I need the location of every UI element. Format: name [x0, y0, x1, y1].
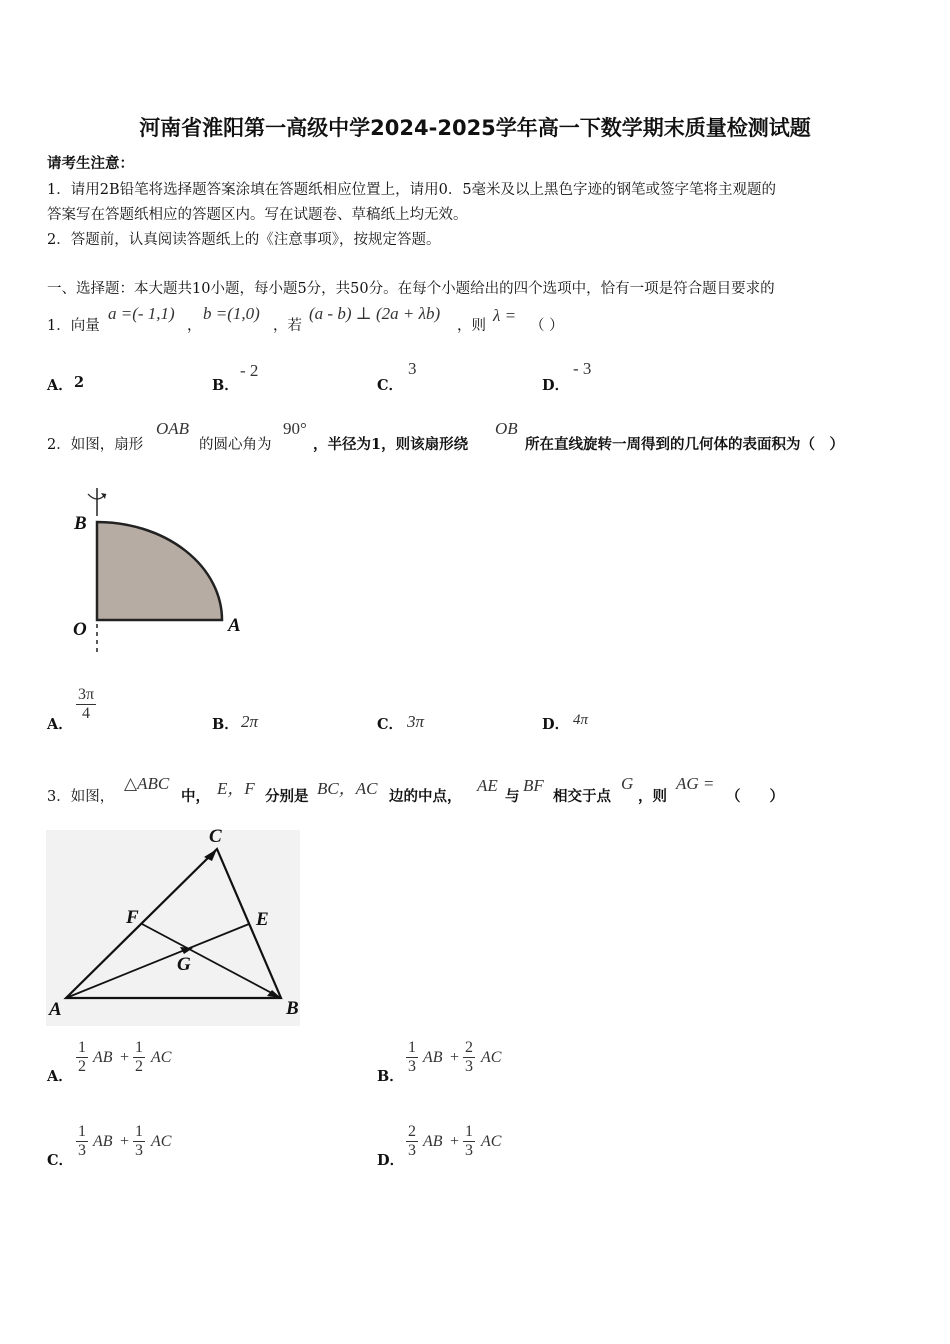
numerator: 1: [78, 1039, 86, 1056]
q3-option-d-vector-2: AC: [481, 1133, 502, 1150]
q3-math-ae: AE: [477, 776, 498, 795]
q3-option-a-plus: +: [120, 1049, 130, 1066]
q3-option-b-frac-2: [463, 1039, 475, 1076]
notice-line-3: 2．答题前，认真阅读答题纸上的《注意事项》，按规定答题。: [47, 232, 441, 248]
q1-stem: [47, 314, 100, 335]
q3-math-points: E，F: [217, 779, 255, 798]
q2-text-1: 如图，扇形: [70, 437, 144, 453]
q2-text-3: ，半径为1，则该扇形绕: [313, 436, 469, 453]
q1-option-d-value: - 3: [573, 359, 592, 378]
denominator: 3: [408, 1142, 416, 1159]
point-g-label: G: [177, 954, 191, 975]
q3-text-6: 相交于点: [553, 788, 611, 805]
q3-number: 3．: [47, 789, 71, 805]
q3-option-a-frac-2: [133, 1039, 145, 1076]
q2-stem: [47, 433, 143, 454]
q3-option-c-frac-1: [76, 1123, 88, 1160]
q3-option-d-frac-2: [463, 1123, 475, 1160]
numerator: 2: [465, 1039, 473, 1056]
q3-math-triangle: △ABC: [124, 774, 170, 793]
q3-option-c-vector-1: AB: [93, 1133, 113, 1150]
notice-heading: 请考生注意：: [47, 155, 134, 172]
q3-text-3: 分别是: [265, 788, 309, 805]
q3-option-d-frac-1: [406, 1123, 418, 1160]
q3-triangle-figure: [46, 822, 304, 1027]
q3-option-c-label: C．: [47, 1152, 74, 1169]
sector-shape: [97, 522, 222, 620]
q3-text-1: 如图，: [70, 789, 115, 805]
q3-option-c-vector-2: AC: [151, 1133, 172, 1150]
point-c-label: C: [209, 826, 222, 847]
denominator: 3: [135, 1142, 143, 1159]
q3-text-7: ，则: [638, 788, 667, 805]
q2-text-4: 所在直线旋转一周得到的几何体的表面积为（ ）: [525, 436, 844, 453]
q1-option-b-label: B．: [212, 377, 239, 394]
notice-line-2: 答案写在答题纸相应的答题区内。写在试题卷、草稿纸上均无效。: [47, 207, 468, 223]
q1-math-condition: (a - b) ⊥ (2a + λb): [309, 304, 441, 323]
denominator: 3: [78, 1142, 86, 1159]
q3-math-sides: BC，AC: [317, 779, 378, 798]
q2-option-b-value: 2π: [241, 712, 259, 731]
numerator: 1: [78, 1123, 86, 1140]
denominator: 2: [135, 1058, 143, 1075]
q1-option-a-label: A．: [47, 377, 73, 394]
denominator: 3: [465, 1058, 473, 1075]
q3-math-bf: BF: [523, 776, 544, 795]
point-o-label: O: [73, 619, 87, 640]
q2-number: 2．: [47, 437, 71, 453]
q3-text-2: 中，: [181, 788, 210, 805]
denominator: 3: [408, 1058, 416, 1075]
q3-option-a-vector-1: AB: [93, 1049, 113, 1066]
denominator: 2: [78, 1058, 86, 1075]
numerator: 2: [408, 1123, 416, 1140]
q1-math-lambda: λ =: [493, 306, 517, 325]
q1-text-5: （ ）: [530, 318, 564, 334]
q1-text-3: ，若: [273, 318, 302, 334]
q2-math-angle: 90°: [283, 419, 307, 438]
denominator: 3: [465, 1142, 473, 1159]
q3-option-d-label: D．: [377, 1152, 405, 1169]
notice-line-1: 1．请用2B铅笔将选择题答案涂填在答题纸相应位置上，请用0．5毫米及以上黑色字迹的钢笔或签字笔将主观题的: [47, 182, 777, 198]
page-title: 河南省淮阳第一高级中学2024-2025学年高一下数学期末质量检测试题: [139, 116, 811, 140]
q2-option-d-value: 4π: [573, 712, 589, 728]
q2-math-sector: OAB: [156, 419, 190, 438]
q3-option-a-frac-1: [76, 1039, 88, 1076]
q3-option-b-vector-1: AB: [423, 1049, 443, 1066]
q1-option-c-label: C．: [377, 377, 404, 394]
q3-option-c-frac-2: [133, 1123, 145, 1160]
q1-text-4: ，则: [457, 318, 486, 334]
q2-option-a-label: A．: [47, 716, 73, 733]
q3-option-b-frac-1: [406, 1039, 418, 1076]
q1-text-2: ，: [187, 318, 202, 334]
q2-option-c-value: 3π: [407, 712, 425, 731]
q3-option-d-plus: +: [450, 1133, 460, 1150]
q1-option-b-value: - 2: [240, 361, 259, 380]
q1-math-b: b =(1,0): [203, 304, 260, 323]
q1-option-d-label: D．: [542, 377, 570, 394]
q2-option-a-denominator: 4: [82, 705, 91, 722]
q3-option-a-label: A．: [47, 1068, 73, 1085]
point-a-label: A: [49, 999, 62, 1020]
q3-text-5: 与: [505, 788, 520, 805]
q1-option-a-value: 2: [74, 374, 85, 391]
q3-option-c-plus: +: [120, 1133, 130, 1150]
q2-option-a-fraction: [76, 686, 96, 723]
q3-option-a-vector-2: AC: [151, 1049, 172, 1066]
q1-number: 1．: [47, 318, 71, 334]
point-b-label: B: [74, 513, 87, 534]
point-a-label: A: [228, 615, 241, 636]
section-heading: 一、选择题：本大题共10小题，每小题5分，共50分。在每个小题给出的四个选项中，恰有一项是符合题目要求的: [47, 281, 775, 297]
q1-option-c-value: 3: [408, 359, 417, 378]
q3-option-d-vector-1: AB: [423, 1133, 443, 1150]
q3-text-4: 边的中点，: [389, 788, 462, 805]
point-b-label: B: [286, 998, 299, 1019]
q1-text-1: 向量: [70, 318, 100, 334]
numerator: 1: [408, 1039, 416, 1056]
q2-option-b-label: B．: [212, 716, 239, 733]
q3-option-b-vector-2: AC: [481, 1049, 502, 1066]
numerator: 1: [135, 1123, 143, 1140]
q2-option-a-numerator: 3π: [78, 686, 95, 703]
q2-sector-figure: [64, 484, 254, 664]
q3-stem: [47, 785, 114, 806]
numerator: 1: [135, 1039, 143, 1056]
q1-math-a: a =(- 1,1): [108, 304, 175, 323]
q3-option-b-label: B．: [377, 1068, 404, 1085]
q2-option-c-label: C．: [377, 716, 404, 733]
q3-math-g: G: [621, 774, 634, 793]
point-f-label: F: [126, 907, 139, 928]
point-e-label: E: [256, 909, 269, 930]
q3-option-b-plus: +: [450, 1049, 460, 1066]
q2-text-2: 的圆心角为: [199, 437, 272, 453]
q3-text-8: （ ）: [726, 788, 784, 805]
q2-math-axis: OB: [495, 419, 518, 438]
q3-math-ag: AG =: [676, 774, 715, 793]
q2-option-d-label: D．: [542, 716, 570, 733]
numerator: 1: [465, 1123, 473, 1140]
